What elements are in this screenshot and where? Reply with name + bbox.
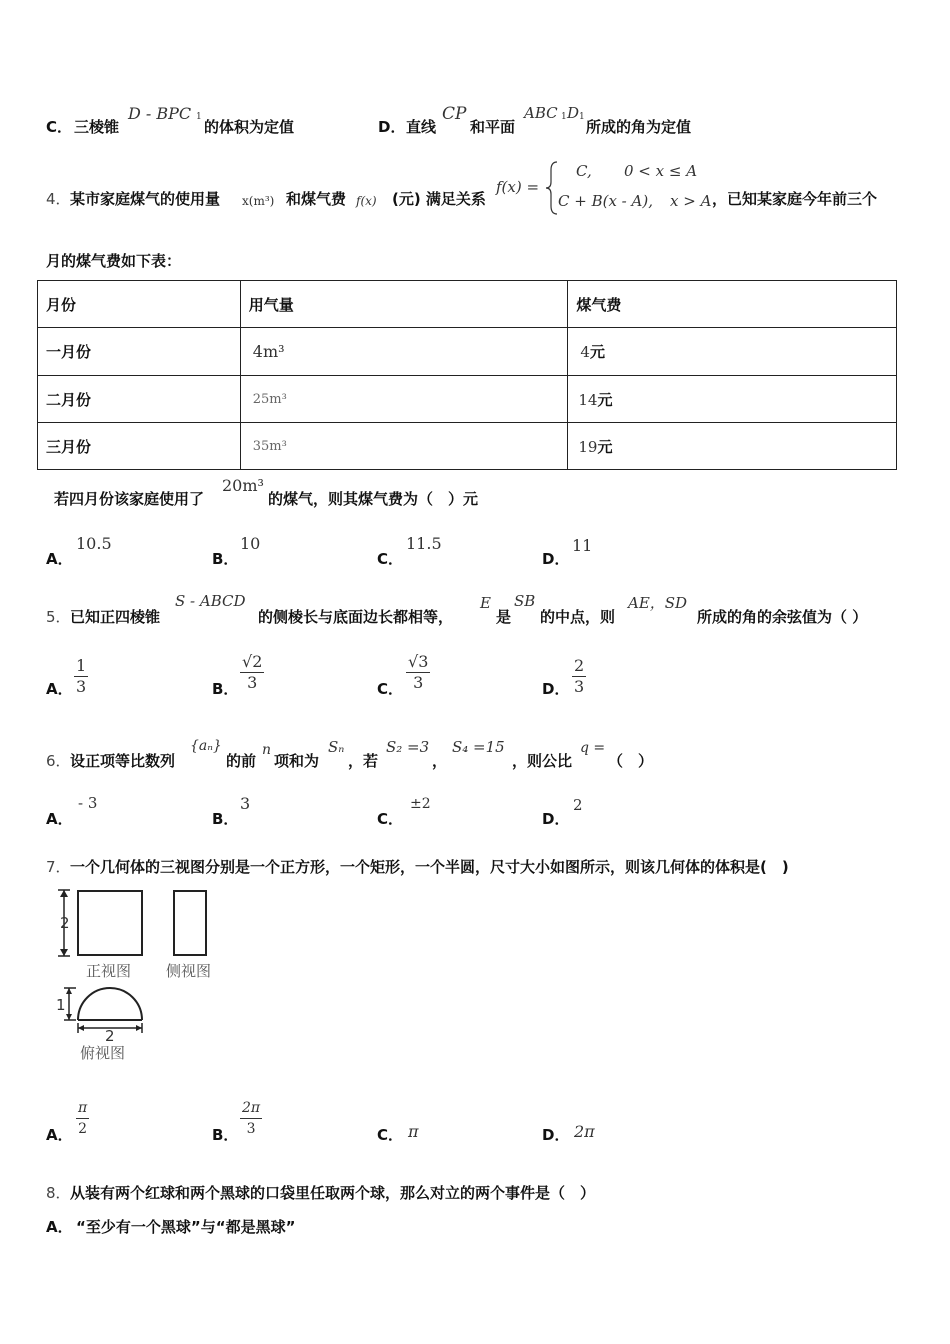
- option-label: A．: [46, 550, 73, 568]
- top-dim-width-label: 2: [105, 1027, 115, 1045]
- option-fraction[interactable]: [572, 656, 586, 697]
- question-number: 5．: [46, 608, 71, 626]
- math-expr: 20m³: [222, 476, 264, 495]
- case2-condition: x > A: [670, 192, 712, 210]
- top-view-semicircle: [78, 988, 142, 1020]
- fee-cell: [568, 376, 897, 423]
- option-text: 的体积为定值: [204, 118, 295, 136]
- option-value[interactable]: - 3: [78, 794, 98, 812]
- option-fraction[interactable]: [240, 1098, 262, 1139]
- option-text: 所成的角为定值: [586, 118, 692, 136]
- option-value[interactable]: 11: [572, 536, 593, 555]
- option-label: D．: [542, 1126, 570, 1144]
- fraction-numerator: 1: [76, 656, 87, 675]
- usage-cell: 25m³: [240, 376, 568, 423]
- month-cell: 三月份: [38, 423, 241, 470]
- table-row: [38, 423, 897, 470]
- front-view-square: [78, 891, 142, 955]
- option-value[interactable]: ±2: [410, 796, 431, 812]
- option-value[interactable]: π: [408, 1122, 419, 1141]
- table-header: 用气量: [240, 281, 568, 328]
- fraction-denominator: 2: [78, 1121, 88, 1137]
- option-fraction[interactable]: [74, 656, 88, 697]
- side-view-label: 侧视图: [166, 962, 212, 980]
- option-label: D．: [378, 118, 406, 136]
- fee-number: 4: [580, 343, 590, 361]
- math-expr: ABC: [524, 104, 558, 122]
- option-label: B．: [212, 810, 239, 828]
- math-expr: f(x): [356, 194, 377, 208]
- table-header: 月份: [38, 281, 241, 328]
- math-expr: AE，SD: [628, 594, 688, 612]
- math-expr: CP: [442, 104, 467, 124]
- option-value[interactable]: 10: [240, 534, 261, 553]
- question-text: (元) 满足关系: [392, 190, 486, 208]
- question-number: 4．: [46, 190, 71, 208]
- fee-number: 14: [578, 390, 598, 409]
- option-label: C．: [46, 118, 73, 136]
- option-text[interactable]: “至少有一个黑球”与“都是黑球”: [76, 1218, 296, 1236]
- usage-cell: 35m³: [240, 423, 568, 470]
- option-fraction[interactable]: [76, 1098, 89, 1139]
- option-label: B．: [212, 550, 239, 568]
- fraction-denominator: 3: [413, 673, 424, 692]
- fraction-numerator: 2: [574, 656, 585, 675]
- question-text: 的侧棱长与底面边长都相等，: [258, 608, 454, 626]
- case2-value: C + B(x - A),: [558, 192, 653, 210]
- option-value[interactable]: 10.5: [76, 534, 112, 553]
- front-dim-label: 2: [60, 914, 70, 932]
- gas-fee-table: [37, 280, 897, 470]
- month-cell: 一月份: [38, 328, 241, 376]
- option-label: B．: [212, 680, 239, 698]
- fraction-numerator: √3: [408, 652, 429, 671]
- option-label: B．: [212, 1126, 239, 1144]
- top-view-label: 俯视图: [80, 1044, 126, 1062]
- front-view-label: 正视图: [86, 962, 132, 980]
- three-view-figure: [50, 882, 240, 1064]
- question-text: ，若: [348, 752, 379, 770]
- question-number: 8．: [46, 1184, 71, 1202]
- question-text: ，: [432, 752, 448, 770]
- question-text: 月的煤气费如下表：: [46, 252, 182, 270]
- table-header: 煤气费: [568, 281, 897, 328]
- math-expr: E: [480, 594, 491, 612]
- question-text: 的中点，则: [540, 608, 616, 626]
- fraction-numerator: √2: [242, 652, 263, 671]
- fraction-denominator: 3: [574, 677, 585, 696]
- option-value[interactable]: 3: [240, 794, 251, 813]
- option-text: 和平面: [470, 118, 516, 136]
- math-expr: Sₙ: [328, 738, 345, 756]
- math-expr: {aₙ}: [190, 738, 222, 754]
- question-text: ，则公比: [512, 752, 573, 770]
- option-label: C．: [377, 810, 404, 828]
- math-expr: D - BPC: [128, 104, 192, 123]
- usage-cell: 4m³: [240, 328, 568, 376]
- piecewise-lhs: f(x) =: [496, 178, 540, 196]
- math-expr: SB: [514, 592, 536, 610]
- fraction-denominator: 3: [76, 677, 87, 696]
- question-text: ，已知某家庭今年前三个: [712, 190, 878, 208]
- fee-unit: 元: [597, 390, 613, 409]
- option-text: 三棱锥: [74, 118, 120, 136]
- fraction-numerator: π: [78, 1100, 88, 1116]
- fee-cell: [568, 423, 897, 470]
- math-expr: S₄ =15: [452, 738, 505, 756]
- brace-icon: [545, 160, 559, 216]
- fraction-denominator: 3: [247, 673, 258, 692]
- question-text: 的前: [226, 752, 257, 770]
- question-number: 7．: [46, 858, 71, 876]
- side-view-rectangle: [174, 891, 206, 955]
- option-label: D．: [542, 810, 570, 828]
- option-label: A．: [46, 810, 73, 828]
- question-text: 若四月份该家庭使用了: [54, 490, 205, 508]
- math-expr: q =: [580, 740, 606, 756]
- option-text: 直线: [406, 118, 437, 136]
- question-text: 和煤气费: [286, 190, 347, 208]
- fraction-numerator: 2π: [242, 1100, 261, 1116]
- question-text: 设正项等比数列: [70, 752, 176, 770]
- table-row: [38, 328, 897, 376]
- option-value[interactable]: 11.5: [406, 534, 442, 553]
- question-number: 6．: [46, 752, 71, 770]
- option-label: D．: [542, 550, 570, 568]
- top-dim-height-label: 1: [56, 996, 66, 1014]
- question-text: 某市家庭煤气的使用量: [70, 190, 221, 208]
- question-text: 所成的角的余弦值为（ ）: [697, 608, 868, 626]
- option-label: D．: [542, 680, 570, 698]
- fee-number: 19: [578, 437, 598, 456]
- math-expr: S - ABCD: [175, 592, 246, 610]
- option-value[interactable]: 2π: [574, 1122, 595, 1141]
- math-expr: S₂ =3: [386, 738, 430, 756]
- month-cell: 二月份: [38, 376, 241, 423]
- math-sub: 1: [561, 112, 567, 122]
- math-expr: n: [262, 742, 272, 758]
- fraction-denominator: 3: [246, 1121, 256, 1137]
- question-text: 项和为: [274, 752, 320, 770]
- fee-unit: 元: [597, 437, 613, 456]
- option-label: A．: [46, 1218, 73, 1236]
- question-text: 已知正四棱锥: [70, 608, 161, 626]
- question-text: 一个几何体的三视图分别是一个正方形，一个矩形，一个半圆，尺寸大小如图所示，则该几何体的体积是( ): [70, 858, 789, 876]
- math-sub: 1: [196, 112, 202, 122]
- case1-value: C,: [576, 162, 592, 180]
- option-value[interactable]: 2: [573, 796, 583, 814]
- fee-cell: [568, 328, 897, 376]
- fee-unit: 元: [589, 343, 605, 361]
- table-header-row: [38, 281, 897, 328]
- option-label: A．: [46, 680, 73, 698]
- math-expr: D: [567, 104, 580, 122]
- option-fraction[interactable]: [406, 652, 430, 693]
- option-label: A．: [46, 1126, 73, 1144]
- math-sub: 1: [579, 112, 585, 122]
- question-text: 从装有两个红球和两个黑球的口袋里任取两个球，那么对立的两个事件是（ ）: [70, 1184, 596, 1202]
- option-label: C．: [377, 550, 404, 568]
- math-expr: x(m³): [242, 194, 275, 208]
- table-row: [38, 376, 897, 423]
- case1-condition: 0 < x ≤ A: [624, 162, 698, 180]
- option-fraction[interactable]: [240, 652, 264, 693]
- question-text: 的煤气，则其煤气费为（ ）元: [268, 490, 479, 508]
- question-text: （ ）: [608, 752, 654, 770]
- option-label: C．: [377, 680, 404, 698]
- option-label: C．: [377, 1126, 404, 1144]
- question-text: 是: [496, 608, 512, 626]
